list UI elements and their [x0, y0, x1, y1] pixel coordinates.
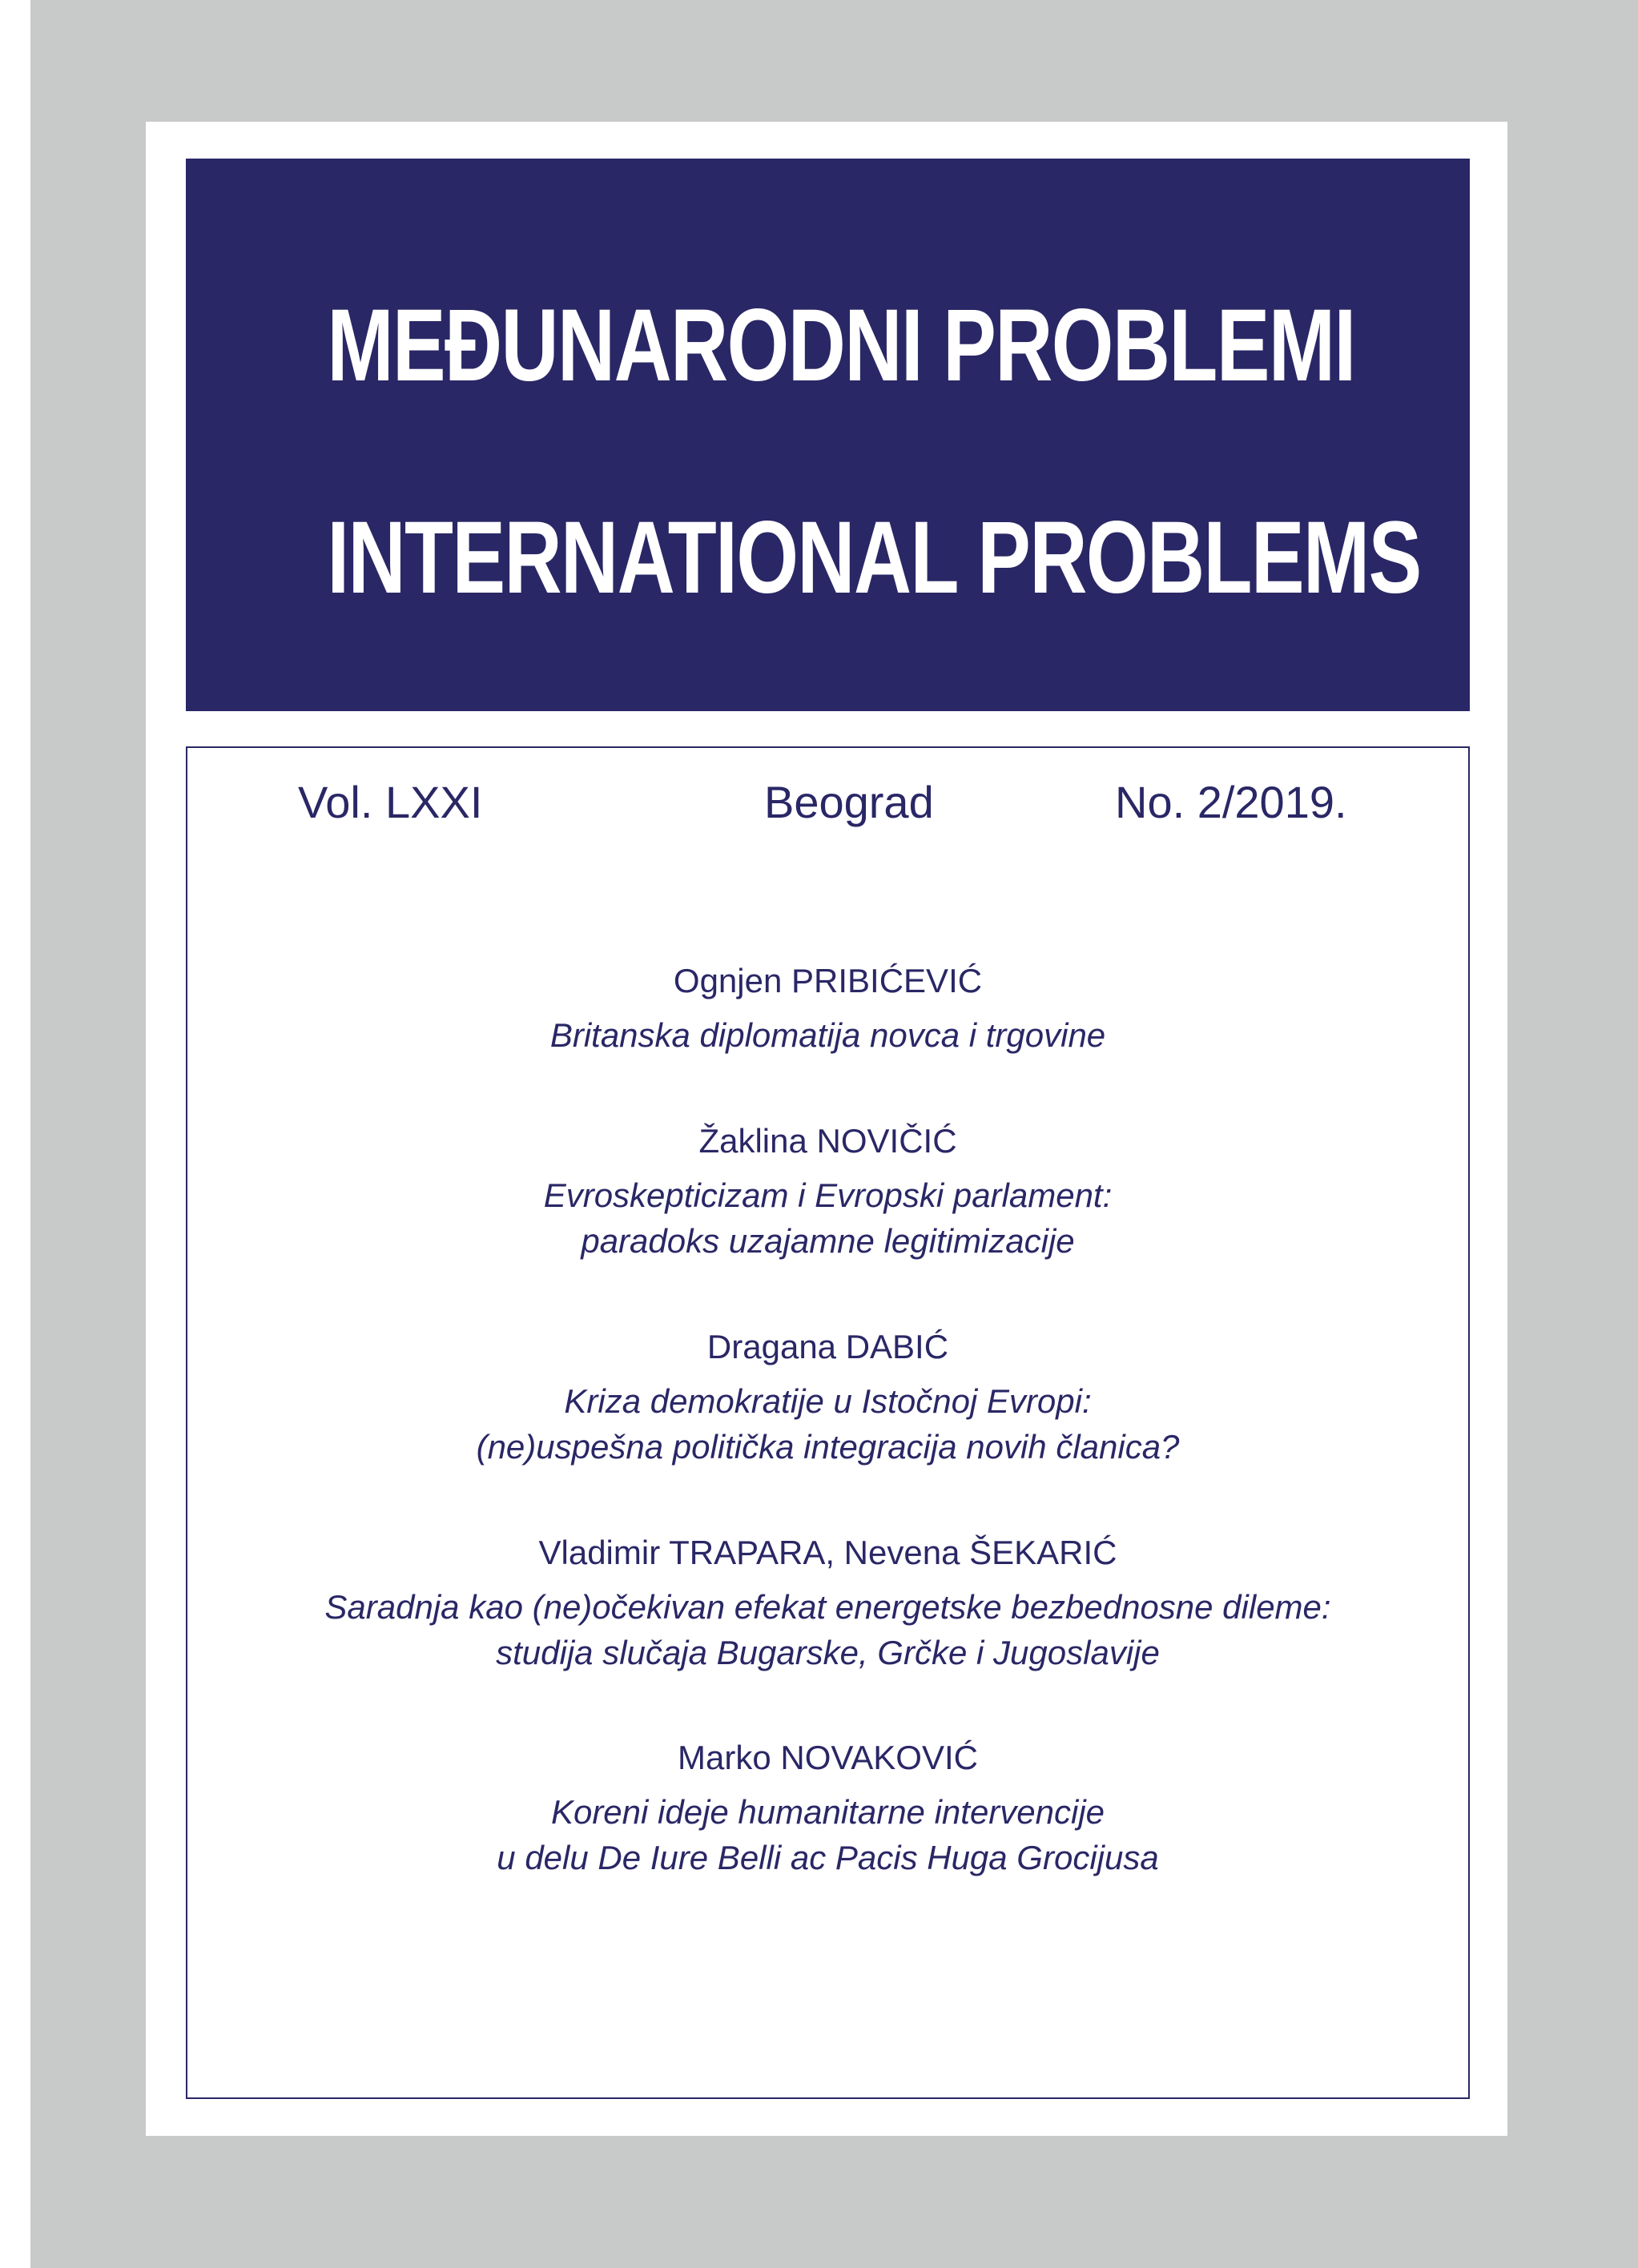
article-title-line: Evroskepticizam i Evropski parlament:	[543, 1176, 1113, 1214]
article-author: Vladimir TRAPARA, Nevena ŠEKARIĆ	[538, 1534, 1117, 1571]
article-entry	[187, 1536, 1468, 1675]
city-label: Beograd	[764, 777, 934, 827]
contents-box	[186, 746, 1470, 2099]
article-title-line: Koreni ideje humanitarne intervencije	[550, 1793, 1105, 1831]
article-title-line: Saradnja kao (ne)očekivan efekat energetske bezbednosne dileme:	[324, 1588, 1331, 1626]
article-entry	[187, 1330, 1468, 1470]
article-entry	[187, 1124, 1468, 1264]
article-author: Ognjen PRIBIĆEVIĆ	[673, 962, 983, 999]
article-entry	[187, 964, 1468, 1058]
article-title-line: studija slučaja Bugarske, Grčke i Jugoslavije	[496, 1634, 1160, 1671]
journal-title-serbian: MEĐUNARODNI PROBLEMI	[327, 288, 1355, 403]
article-title-line: (ne)uspešna politička integracija novih članica?	[476, 1428, 1180, 1466]
article-author: Marko NOVAKOVIĆ	[678, 1739, 978, 1776]
article-author: Dragana DABIĆ	[706, 1328, 949, 1365]
article-title-line: Britanska diplomatija novca i trgovine	[549, 1016, 1106, 1054]
article-title-line: u delu De Iure Belli ac Pacis Huga Grocijusa	[497, 1839, 1159, 1876]
volume-label: Vol. LXXI	[298, 777, 483, 827]
issue-number-label: No. 2/2019.	[1115, 777, 1347, 827]
article-title-line: paradoks uzajamne legitimizacije	[581, 1222, 1075, 1260]
article-entry	[187, 1741, 1468, 1880]
title-banner	[186, 159, 1470, 711]
article-title-line: Kriza demokratije u Istočnoj Evropi:	[564, 1382, 1092, 1420]
journal-title-english: INTERNATIONAL PROBLEMS	[327, 501, 1421, 615]
article-author: Žaklina NOVIČIĆ	[698, 1122, 957, 1160]
